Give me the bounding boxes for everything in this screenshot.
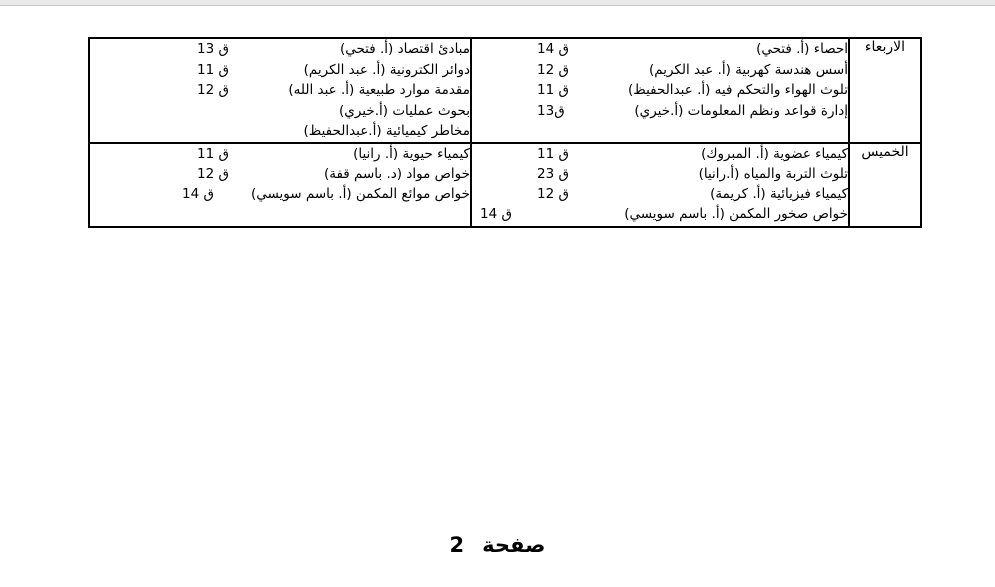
room-number: ق 13 <box>197 41 229 57</box>
room-number: ق 23 <box>537 166 569 182</box>
course-name: دوائر الكترونية (أ. عبد الكريم) <box>303 61 470 78</box>
page-top-edge <box>0 0 995 6</box>
room-number: ق 11 <box>537 82 569 98</box>
course-cell <box>89 38 471 143</box>
schedule-table <box>88 37 922 228</box>
room-number: ق 14 <box>537 41 569 57</box>
course-name: تلوث الهواء والتحكم فيه (أ. عبدالحفيظ) <box>628 82 848 98</box>
course-entry <box>472 60 848 81</box>
course-name: بحوث عمليات (أ.خيري) <box>339 102 470 119</box>
course-entry <box>90 184 470 204</box>
room-number: ق 14 <box>182 186 214 202</box>
course-name: احصاء (أ. فتحي) <box>756 41 848 57</box>
course-entry <box>472 204 848 224</box>
page-number: 2 <box>449 533 465 557</box>
room-number: ق 11 <box>197 146 229 162</box>
course-name: خواص موائع المكمن (أ. باسم سويسي) <box>250 186 470 202</box>
course-entry <box>90 101 470 122</box>
course-entry <box>472 101 848 122</box>
room-number: ق 14 <box>480 206 512 222</box>
course-entry <box>90 164 470 184</box>
course-cell <box>89 143 471 227</box>
course-name: مقدمة موارد طبيعية (أ. عبد الله) <box>288 82 470 98</box>
day-label: الخميس <box>861 144 909 160</box>
course-name: إدارة قواعد ونظم المعلومات (أ.خيري) <box>634 102 848 119</box>
course-entry <box>472 39 848 60</box>
table-row <box>89 38 921 143</box>
day-cell-wednesday <box>849 38 921 143</box>
course-cell <box>471 38 849 143</box>
course-entry <box>90 144 470 164</box>
course-entry <box>472 184 848 204</box>
room-number: ق 12 <box>197 82 229 98</box>
course-entry <box>472 144 848 164</box>
table-row <box>89 143 921 227</box>
room-number: ق 11 <box>537 146 569 162</box>
room-number: ق 11 <box>197 61 229 78</box>
day-cell-thursday <box>849 143 921 227</box>
course-entry <box>90 80 470 101</box>
course-entry <box>472 80 848 101</box>
room-number: ق 12 <box>537 61 569 78</box>
day-label: الاربعاء <box>864 39 906 55</box>
course-name: كيمياء حيوية (أ. رانيا) <box>353 146 470 162</box>
room-number: ق 12 <box>197 166 229 182</box>
course-name: كيمياء فيزيائية (أ. كريمة) <box>710 186 848 202</box>
course-entry <box>472 164 848 184</box>
course-name: خواص مواد (د. باسم قفة) <box>323 166 470 182</box>
room-number: ق13 <box>537 102 565 119</box>
course-name: خواص صخور المكمن (أ. باسم سويسي) <box>624 206 848 222</box>
course-name: مخاطر كيميائية (أ.عبدالحفيظ) <box>303 123 470 139</box>
course-entry <box>90 121 470 142</box>
course-entry <box>90 60 470 81</box>
course-entry <box>90 39 470 60</box>
room-number: ق 12 <box>537 186 569 202</box>
course-name: كيمياء عضوية (أ. المبروك) <box>701 146 848 162</box>
page-footer-label: صفحة <box>482 533 546 557</box>
course-cell <box>471 143 849 227</box>
course-name: تلوث التربة والمياه (أ.رانيا) <box>698 166 848 182</box>
page-footer <box>0 533 995 557</box>
course-name: مبادئ اقتصاد (أ. فتحي) <box>339 41 470 57</box>
course-name: أسس هندسة كهربية (أ. عبد الكريم) <box>648 61 848 78</box>
